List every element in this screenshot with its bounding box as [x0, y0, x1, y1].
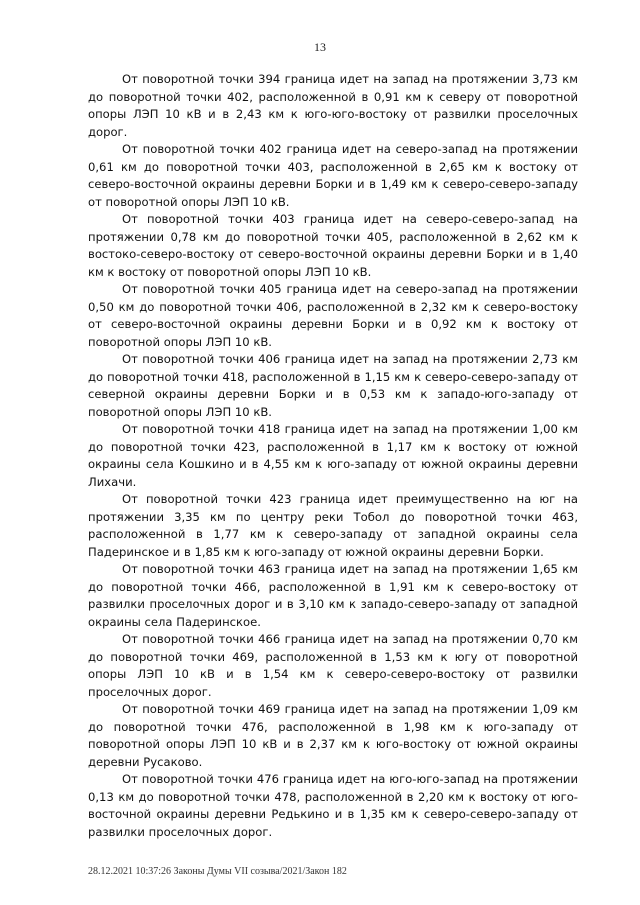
paragraph: От поворотной точки 406 граница идет на запад на протяжении 2,73 км до поворотной точки 418, расположенной в 1,15 км к северо-северо-западу от северной окраины деревни Борки и в 0,53 км к западо-юго-западу от поворотной опоры ЛЭП 10 кВ.: [88, 352, 578, 419]
paragraph: От поворотной точки 463 граница идет на запад на протяжении 1,65 км до поворотной точки 466, расположенной в 1,91 км к северо-востоку от развилки проселочных дорог и в 3,10 км к западо-северо-западу от западной окраины села Падеринское.: [88, 562, 578, 629]
paragraph: От поворотной точки 423 граница идет преимущественно на юг на протяжении 3,35 км по центру реки Тобол до поворотной точки 463, расположенной в 1,77 км к северо-западу от западной окраины села Падеринское и в 1,85 км к юго-западу от южной окраины деревни Борки.: [88, 492, 578, 559]
paragraph: От поворотной точки 405 граница идет на северо-запад на протяжении 0,50 км до поворотной точки 406, расположенной в 2,32 км к северо-востоку от северо-восточной окраины деревни Борки и в 0,92 км к востоку от поворотной опоры ЛЭП 10 кВ.: [88, 282, 578, 349]
paragraph: От поворотной точки 469 граница идет на запад на протяжении 1,09 км до поворотной точки 476, расположенной в 1,98 км к юго-западу от поворотной опоры ЛЭП 10 кВ и в 2,37 км к юго-востоку от южной окраины деревни Русаково.: [88, 702, 578, 769]
paragraph: От поворотной точки 394 граница идет на запад на протяжении 3,73 км до поворотной точки 402, расположенной в 0,91 км к северу от поворотной опоры ЛЭП 10 кВ и в 2,43 км к юго-юго-востоку от развилки проселочных дорог.: [88, 72, 578, 139]
paragraph: От поворотной точки 418 граница идет на запад на протяжении 1,00 км до поворотной точки 423, расположенной в 1,17 км к востоку от южной окраины села Кошкино и в 4,55 км к юго-западу от южной окраины деревни Лихачи.: [88, 422, 578, 489]
document-footer: 28.12.2021 10:37:26 Законы Думы VII созыва/2021/Закон 182: [88, 866, 347, 877]
paragraph: От поворотной точки 403 граница идет на северо-северо-запад на протяжении 0,78 км до поворотной точки 405, расположенной в 2,62 км к востоко-северо-востоку от северо-восточной окраины деревни Борки и в 1,40 км к востоку от поворотной опоры ЛЭП 10 кВ.: [88, 212, 578, 279]
paragraph: От поворотной точки 466 граница идет на запад на протяжении 0,70 км до поворотной точки 469, расположенной в 1,53 км к югу от поворотной опоры ЛЭП 10 кВ и в 1,54 км к северо-северо-востоку от развилки проселочных дорог.: [88, 632, 578, 699]
page-number: 13: [314, 40, 326, 54]
document-body: [88, 71, 578, 841]
paragraph: От поворотной точки 402 граница идет на северо-запад на протяжении 0,61 км до поворотной точки 403, расположенной в 2,65 км к востоку от северо-восточной окраины деревни Борки и в 1,49 км к северо-северо-западу от поворотной опоры ЛЭП 10 кВ.: [88, 142, 578, 209]
paragraph: От поворотной точки 476 граница идет на юго-юго-запад на протяжении 0,13 км до поворотной точки 478, расположенной в 2,20 км к востоку от юго-восточной окраины деревни Редькино и в 1,35 км к северо-северо-западу от развилки проселочных дорог.: [88, 772, 578, 839]
